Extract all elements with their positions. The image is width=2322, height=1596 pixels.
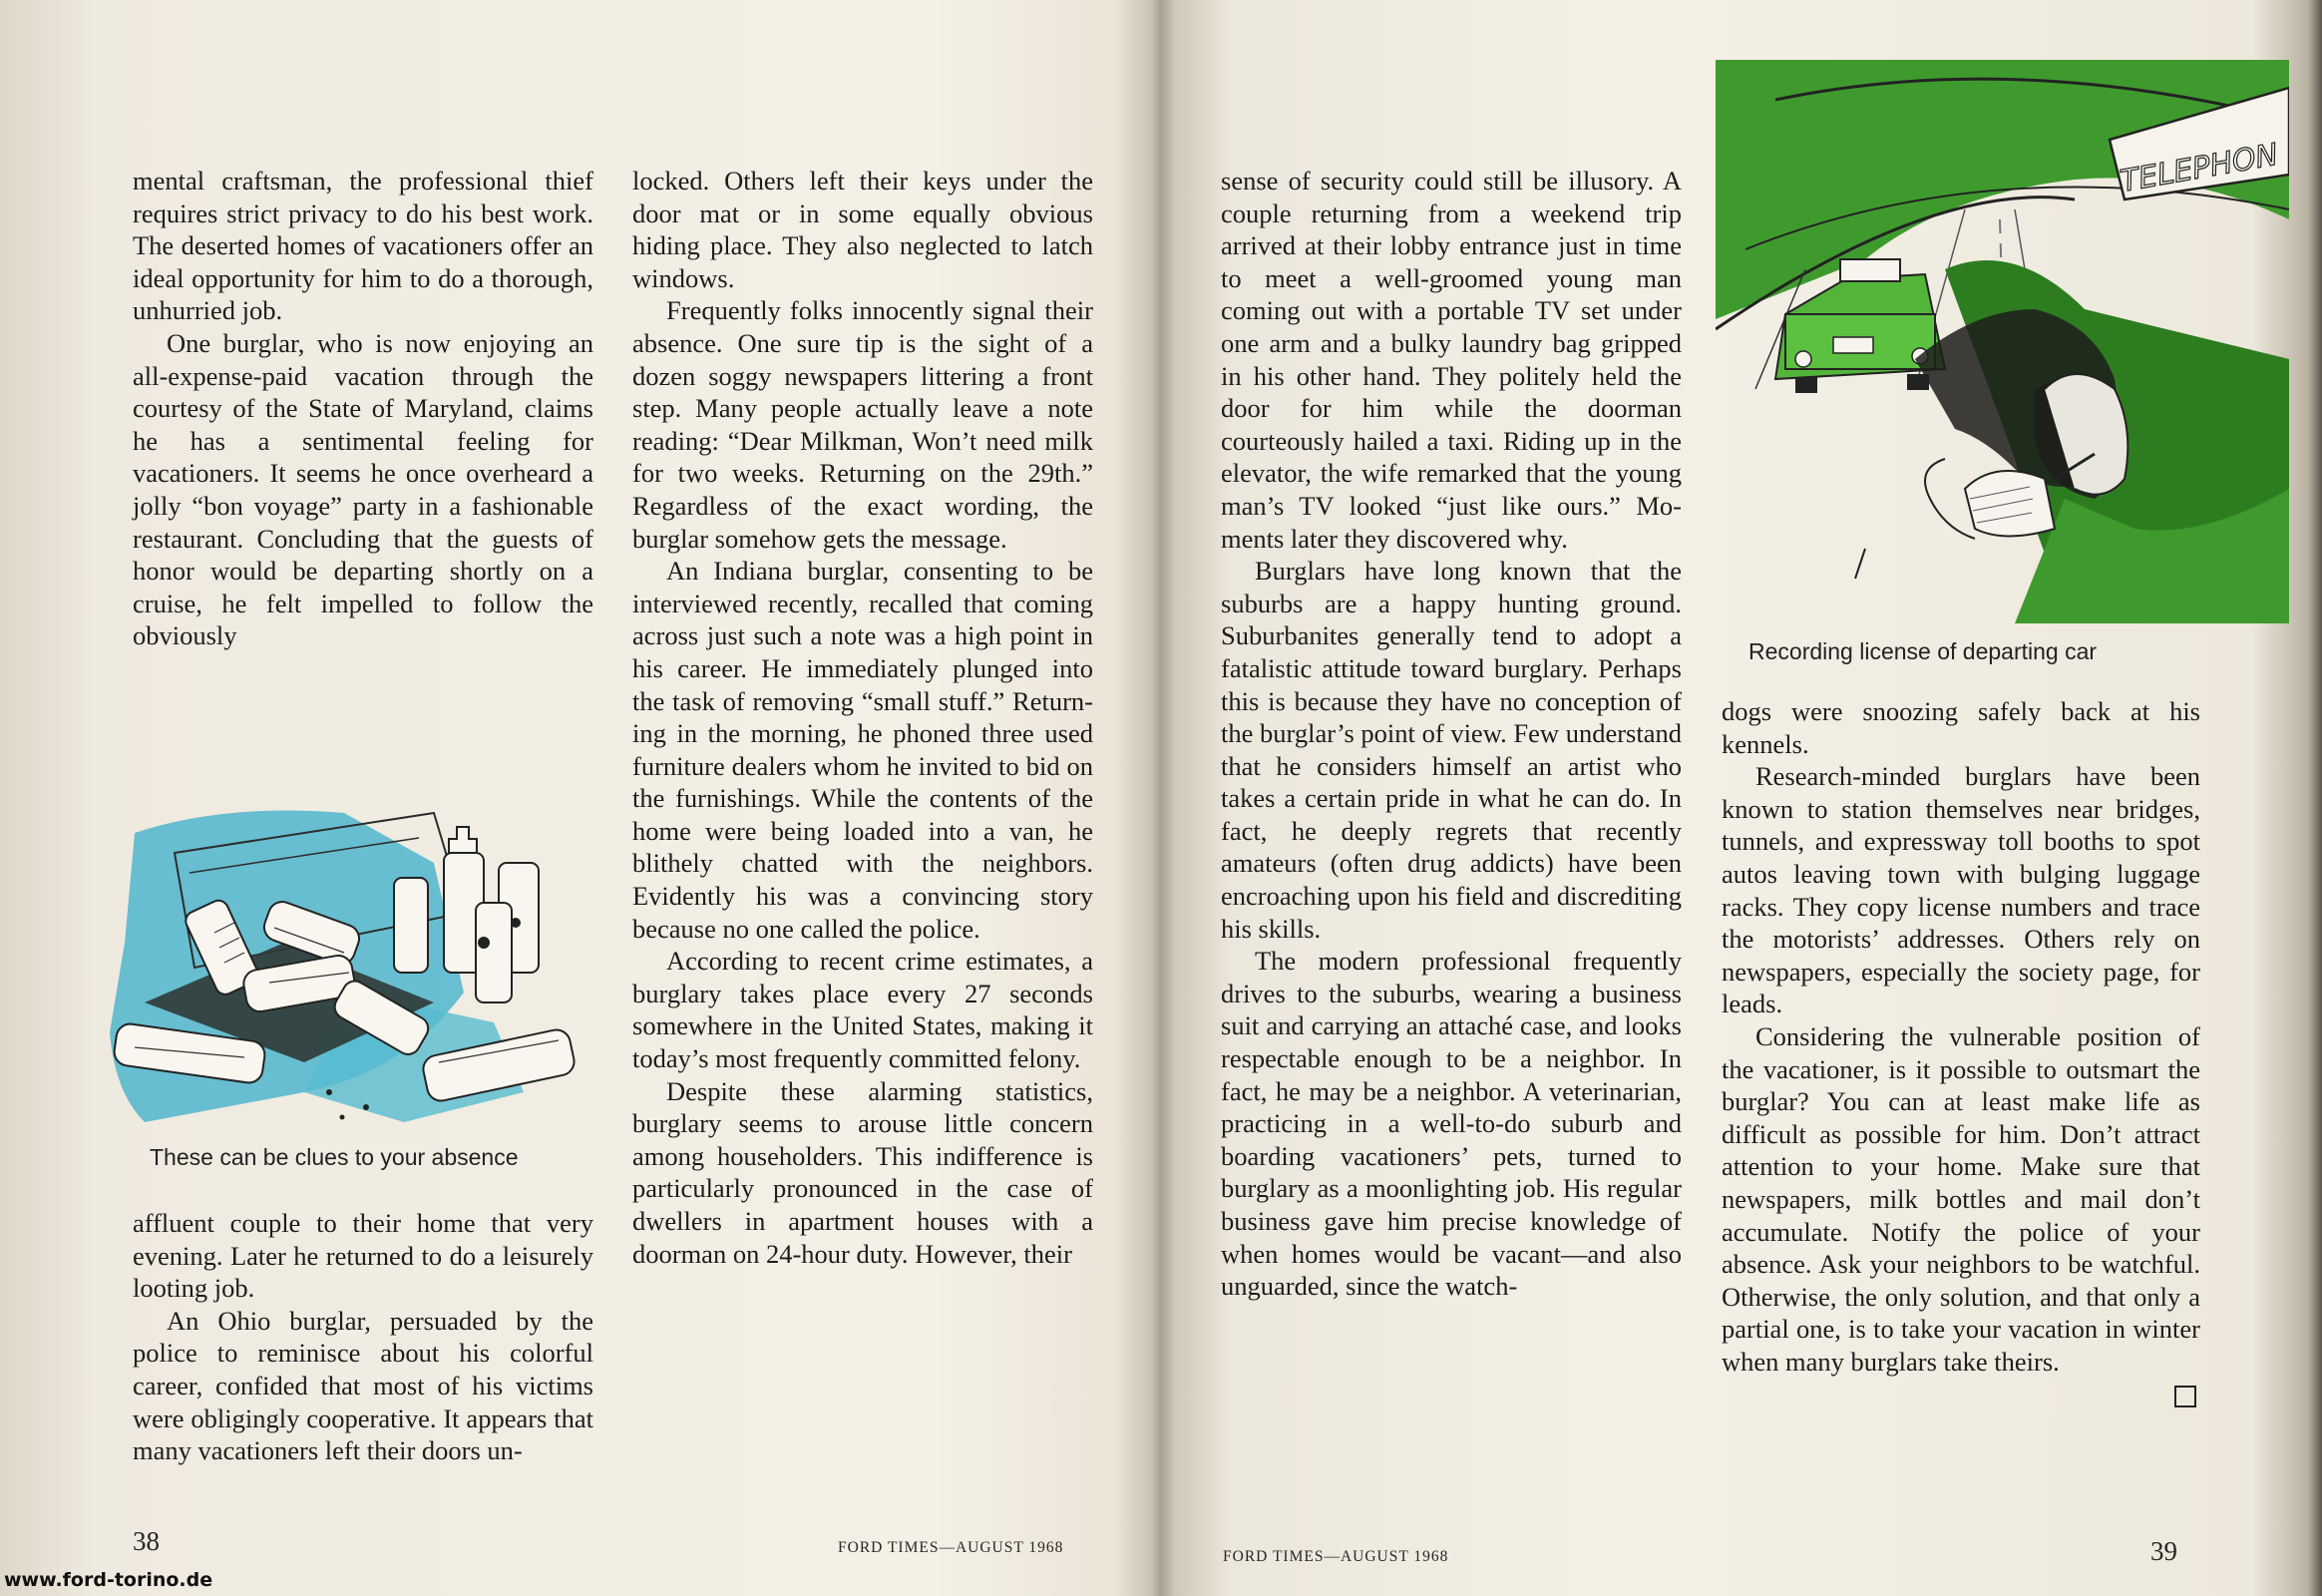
right-page [1157, 0, 2322, 1596]
newspapers-milk-bottles-illustration [105, 793, 603, 1132]
paragraph: One burglar, who is now enjoying an all-expense-paid vacation through the courtesy of the State of Maryland, claims he has a sentimental feeling for vacationers. It seems he once overheard a jolly “bon voyage” party in a fashionable restaurant. Concluding that the guests of honor would be departing shortly on a cruise, he felt impelled to follow the obviously [133, 327, 593, 651]
left-figure-caption: These can be clues to your absence [150, 1144, 519, 1170]
paragraph: affluent couple to their home that very evening. Later he returned to do a leisurely looting job. [133, 1208, 593, 1304]
left-column-1-top [133, 165, 593, 652]
right-figure-caption: Recording license of departing car [1748, 638, 2098, 664]
paragraph: The modern professional frequently drives to the suburbs, wearing a business suit and carrying an attaché case, and looks respectable enough to be a neighbor. In fact, he may be a neighbor. A veterinarian, practicing in a well-to-do suburb and boarding vacationers’ pets, turned to burglary as a moonlighting job. His regular business gave him precise knowledge of when homes would be vacant—and also unguarded, since the watch- [1221, 946, 1682, 1302]
running-head-left: FORD TIMES—AUGUST 1968 [838, 1539, 1064, 1556]
paragraph: Despite these alarming statistics, burglary seems to arouse little concern among householders. This indifference is particularly pronounced in the case of dwellers in apartment houses with a doorman on 24-hour duty. However, their [632, 1075, 1093, 1269]
paragraph: An Ohio burglar, persuaded by the police to reminisce about his colorful career, confided that most of his victims were obligingly cooperative. It appears that many vacationers left their doors un- [133, 1305, 593, 1466]
newspapers-bottles-drawing [105, 793, 603, 1132]
tunnel-car-illustration [1716, 60, 2289, 623]
paragraph: sense of security could still be illusory. A couple returning from a weekend trip arrived at their lobby entrance just in time to meet a well-groomed young man coming out with a portable TV set under one arm and a bulky laundry bag gripped in his other hand. They politely held the door for him while the doorman courteously hailed a taxi. Riding up in the elevator, the wife remarked that the young man’s TV looked “just like ours.” Moments later they discovered why. [1221, 166, 1682, 554]
paragraph: According to recent crime estimates, a burglary takes place every 27 seconds somewhere in the United States, making it today’s most frequently committed felony. [632, 946, 1093, 1074]
paragraph: locked. Others left their keys under the door mat or in some equally obvious hiding place. They also neglected to latch windows. [632, 166, 1093, 293]
running-head-right: FORD TIMES—AUGUST 1968 [1223, 1548, 1449, 1565]
right-column-2 [1722, 695, 2200, 1407]
paragraph: An Indiana burglar, consenting to be interviewed recently, recalled that coming across just such a note was a high point in his career. He immediately plunged into the task of removing “small stuff.” Returning in the morning, he phoned three used furniture dealers whom he invited to bid on the furnishings. While the contents of the home were being loaded into a van, he blithely chatted with the neighbors. Evidently his was a convincing story because no one called the police. [632, 556, 1093, 944]
end-of-article-mark [2174, 1386, 2196, 1407]
paragraph: mental craftsman, the professional thief requires strict privacy to do his best work. The deserted homes of vacationers offer an ideal opportunity for him to do a thorough, unhurried job. [133, 166, 593, 326]
tunnel-car-drawing [1716, 60, 2289, 623]
telephone-sign-text: TELEPHON [2118, 137, 2281, 200]
watermark: www.ford-torino.de [4, 1569, 213, 1591]
paragraph: dogs were snoozing safely back at his kennels. [1722, 696, 2200, 759]
left-page [0, 0, 1157, 1596]
page-number-left: 38 [133, 1526, 160, 1556]
paragraph: Frequently folks innocently signal their absence. One sure tip is the sight of a dozen soggy newspapers littering a front step. Many people actually leave a note reading: “Dear Milkman, Won’t need milk for two weeks. Returning on the 29th.” Regardless of the exact wording, the burglar somehow gets the message. [632, 295, 1093, 554]
left-column-1-bottom [133, 1207, 593, 1467]
page-number-right: 39 [2150, 1536, 2177, 1566]
paragraph: Burglars have long known that the suburbs are a happy hunting ground. Suburbanites generally tend to adopt a fatalistic attitude toward burglary. Perhaps this is because they have no conception of the burglar’s point of view. Few understand that he considers himself an artist who takes a certain pride in what he can do. In fact, he deeply regrets that recently amateurs (often drug addicts) have been encroaching upon his field and discrediting his skills. [1221, 556, 1682, 944]
paragraph: Considering the vulnerable position of the vacationer, is it possible to outsmart the burglar? You can at least make life as difficult as possible for him. Don’t attract attention to your home. Make sure that newspapers, milk bottles and mail don’t accumulate. Notify the police of your absence. Ask your neighbors to be watchful. Otherwise, the only solution, and that only a partial one, is to take your vacation in winter when many burglars take theirs. [1722, 1020, 2200, 1377]
right-column-1 [1221, 165, 1682, 1303]
paragraph: Research-minded burglars have been known to station themselves near bridges, tunnels, and expressway toll booths to spot autos leaving town with bulging luggage racks. They copy license numbers and trace the motorists’ addresses. Others rely on newspapers, especially the society page, for leads. [1722, 761, 2200, 1019]
left-column-2 [632, 165, 1093, 1270]
